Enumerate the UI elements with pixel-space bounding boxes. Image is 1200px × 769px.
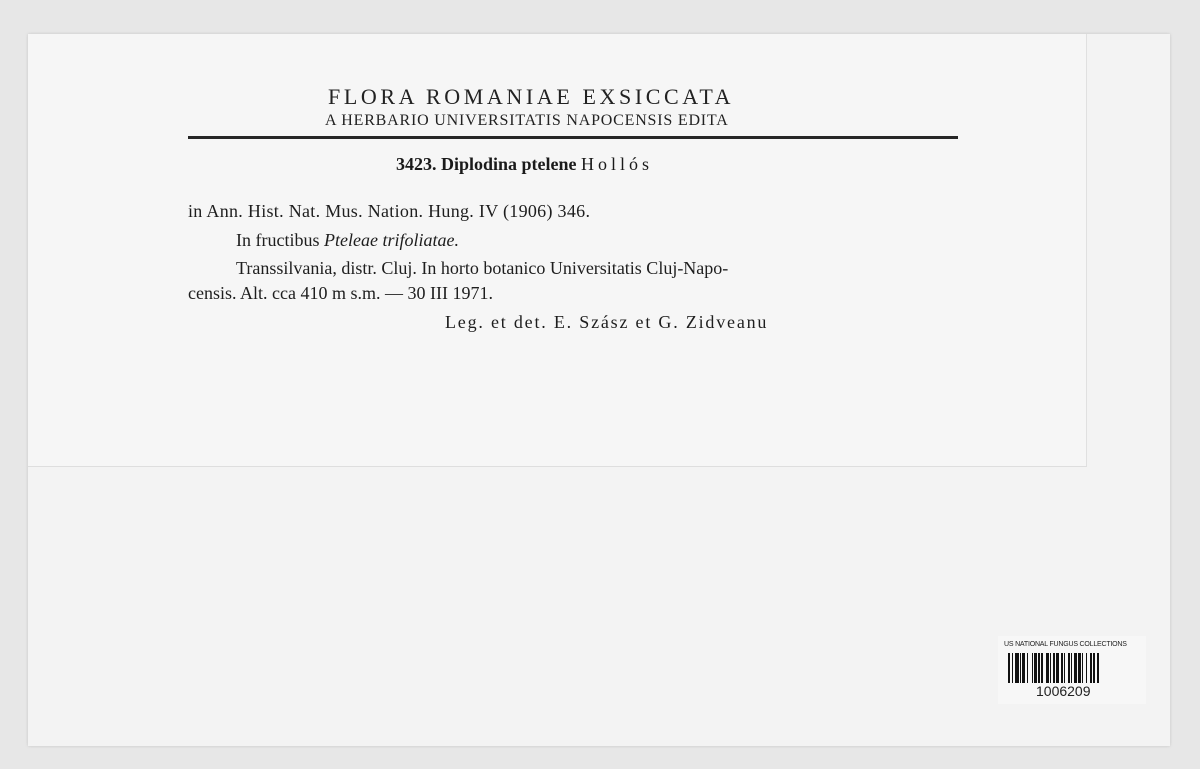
species-name: Diplodina ptelene bbox=[441, 154, 577, 174]
substrate-line bbox=[236, 230, 459, 251]
barcode-number: 1006209 bbox=[1036, 683, 1091, 699]
substrate-host: Pteleae trifoliatae. bbox=[323, 230, 459, 250]
species-line bbox=[396, 154, 653, 175]
locality-line-1: Transsilvania, distr. Cluj. In horto botanico Universitatis Cluj-Napo- bbox=[236, 258, 729, 278]
citation-text: in Ann. Hist. Nat. Mus. Nation. Hung. IV (1906) 346. bbox=[188, 201, 591, 221]
locality-line-2: censis. Alt. cca 410 m s.m. — 30 III 1971. bbox=[188, 283, 493, 303]
header-rule bbox=[188, 136, 958, 139]
barcode-label bbox=[998, 636, 1146, 704]
label-subtitle: A HERBARIO UNIVERSITATIS NAPOCENSIS EDITA bbox=[325, 112, 729, 129]
exsiccata-number: 3423. bbox=[396, 154, 437, 174]
species-author: Hollós bbox=[581, 154, 654, 174]
label-title: FLORA ROMANIAE EXSICCATA bbox=[328, 84, 735, 109]
collectors-text: Leg. et det. E. Szász et G. Zidveanu bbox=[445, 312, 769, 332]
barcode-bars bbox=[1008, 653, 1136, 683]
barcode-institution: US NATIONAL FUNGUS COLLECTIONS bbox=[1004, 641, 1127, 648]
substrate-prefix: In fructibus bbox=[236, 230, 320, 250]
